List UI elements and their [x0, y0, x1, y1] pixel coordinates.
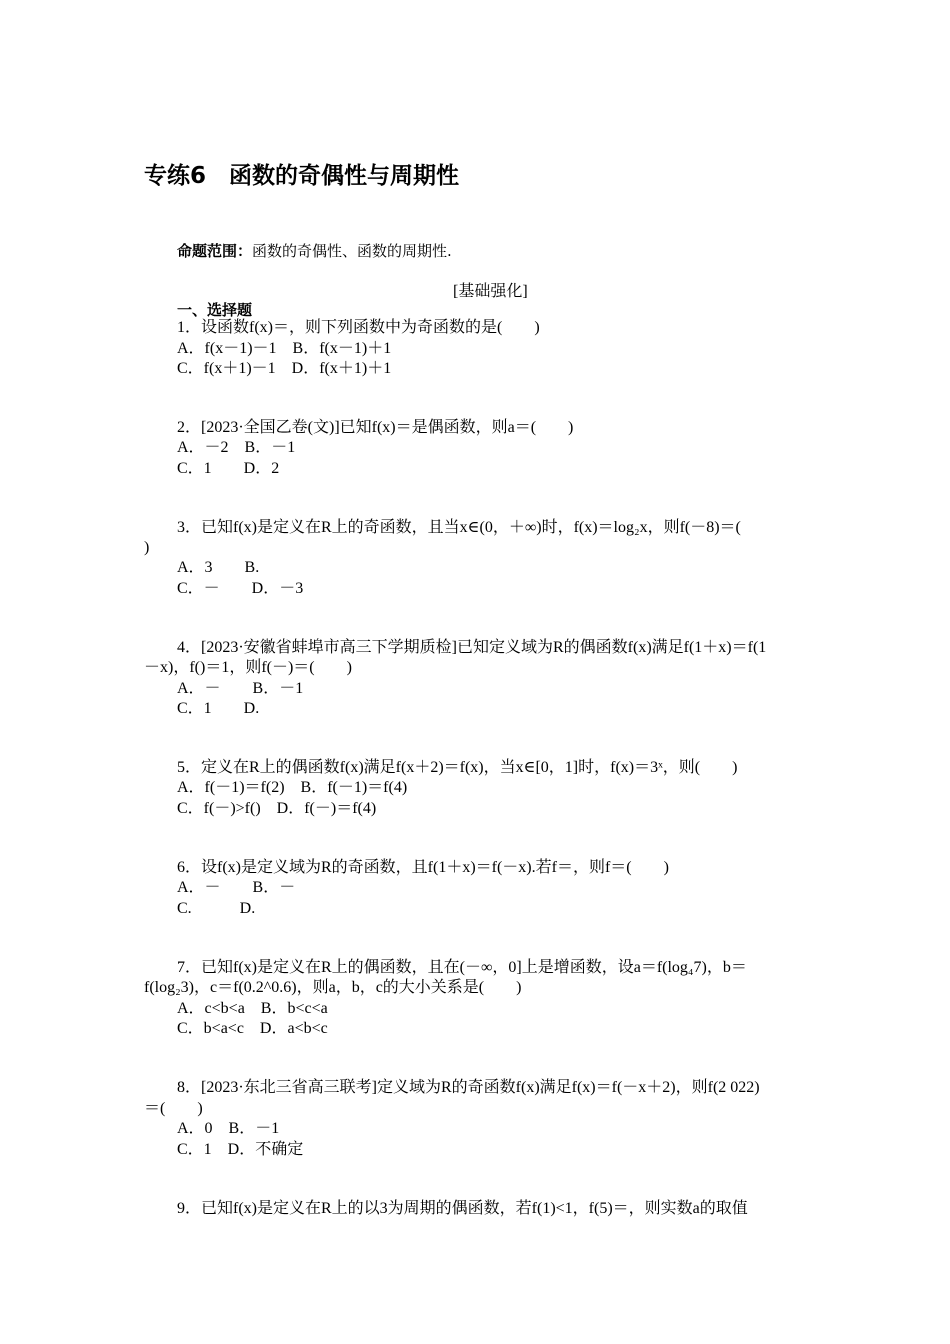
question-options: C．－ D．－3 [177, 580, 304, 597]
question-stem: 9．已知f(x)是定义在R上的以3为周期的偶函数，若f(1)<1，f(5)＝，则实数a的取值 [177, 1200, 748, 1217]
question-stem-continued: f(log₂3)，c＝f(0.2^0.6)，则a，b，c的大小关系是( ) [144, 979, 522, 996]
question-stem: 1．设函数f(x)＝，则下列函数中为奇函数的是( ) [177, 319, 540, 336]
question-options: A．f(－1)＝f(2) B．f(－1)＝f(4) [177, 779, 408, 796]
topic-scope [177, 240, 452, 261]
question-options: C. D. [177, 900, 256, 917]
question-stem: 5．定义在R上的偶函数f(x)满足f(x＋2)＝f(x)，当x∈[0，1]时，f(x)＝3ˣ，则( ) [177, 759, 738, 776]
question-stem-continued: ) [144, 539, 150, 556]
question-options: A．0 B．－1 [177, 1120, 280, 1137]
question-stem: 4．[2023·安徽省蚌埠市高三下学期质检]已知定义域为R的偶函数f(x)满足f(1＋x)＝f(1 [177, 639, 767, 656]
question-stem: 3．已知f(x)是定义在R上的奇函数，且当x∈(0，＋∞)时，f(x)＝log₂x，则f(－8)＝( [177, 519, 741, 536]
question-options: C．f(－)>f() D．f(－)＝f(4) [177, 800, 377, 817]
question-options: A．f(x－1)－1 B．f(x－1)＋1 [177, 340, 392, 357]
question-options: A．3 B. [177, 559, 260, 576]
question-options: A．－2 B．－1 [177, 439, 296, 456]
question-options: C．b<a<c D．a<b<c [177, 1020, 328, 1037]
question-stem: 6．设f(x)是定义域为R的奇函数，且f(1＋x)＝f(－x).若f＝，则f＝( ) [177, 859, 669, 876]
question-stem: 7．已知f(x)是定义在R上的偶函数，且在(－∞，0]上是增函数，设a＝f(log₄7)，b＝ [177, 959, 747, 976]
question-type-heading: 一、选择题 [177, 301, 253, 319]
question-options: A．c<b<a B．b<c<a [177, 1000, 328, 1017]
question-stem-continued: －x)，f()＝1，则f(－)＝( ) [144, 659, 352, 676]
question-options: C．1 D．不确定 [177, 1141, 304, 1158]
question-options: A．－ B．－1 [177, 680, 304, 697]
question-options: C．1 D．2 [177, 460, 280, 477]
question-options: A．－ B．－ [177, 879, 296, 896]
question-stem-continued: ＝( ) [144, 1100, 203, 1117]
question-stem: 8．[2023·东北三省高三联考]定义域为R的奇函数f(x)满足f(x)＝f(－x＋2)，则f(2 022) [177, 1079, 760, 1096]
question-stem: 2．[2023·全国乙卷(文)]已知f(x)＝是偶函数，则a＝( ) [177, 419, 574, 436]
section-label: [基础强化] [453, 283, 528, 300]
question-options: C．f(x＋1)－1 D．f(x＋1)＋1 [177, 360, 392, 377]
question-options: C．1 D. [177, 700, 260, 717]
topic-scope-label: 命题范围： [177, 242, 253, 260]
topic-scope-text: 函数的奇偶性、函数的周期性. [252, 242, 452, 260]
page-title: 专练6 函数的奇偶性与周期性 [144, 163, 460, 189]
